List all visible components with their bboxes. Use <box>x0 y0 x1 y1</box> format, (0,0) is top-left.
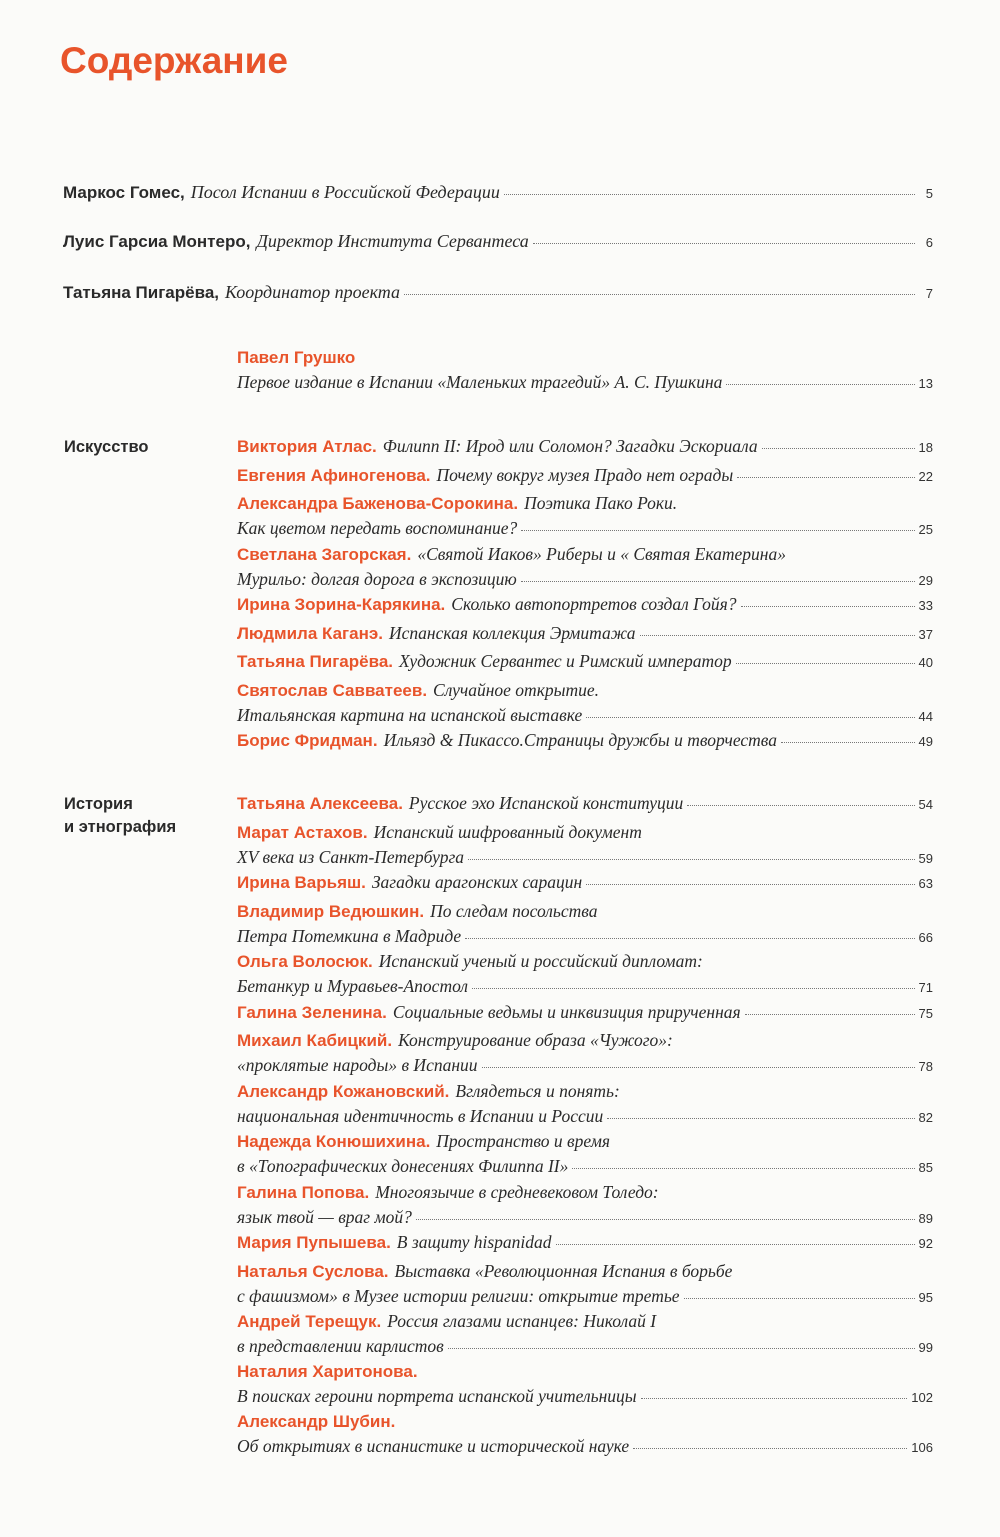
toc-entry[interactable] <box>237 1129 933 1180</box>
leader-dots <box>781 742 915 743</box>
entry-title-continued: язык твой — враг мой? <box>237 1206 412 1227</box>
intro-author: Маркос Гомес, <box>63 183 185 202</box>
entry-title: Испанский ученый и российский дипломат: <box>378 951 703 971</box>
leader-dots <box>586 717 914 718</box>
toc-entry[interactable] <box>237 1180 933 1231</box>
leader-dots <box>468 859 914 860</box>
page-number: 78 <box>918 1059 933 1074</box>
leader-dots <box>640 635 915 636</box>
entry-title-continued: национальная идентичность в Испании и России <box>237 1105 604 1126</box>
toc-entry[interactable] <box>237 592 933 618</box>
page-number: 71 <box>918 980 933 995</box>
leader-dots <box>633 1448 907 1449</box>
entry-title: Испанская коллекция Эрмитажа <box>388 622 636 643</box>
page-title: Содержание <box>60 40 288 81</box>
section-heading-history <box>64 793 176 839</box>
entry-author: Александр Кожановский. <box>237 1081 450 1101</box>
page-number: 95 <box>918 1289 933 1305</box>
entry-author: Святослав Савватеев. <box>237 680 428 700</box>
entry-title-continued: Об открытиях в испанистике и исторической науке <box>237 1436 630 1456</box>
entry-title: Россия глазами испанцев: Николай I <box>387 1311 657 1331</box>
leader-dots <box>737 477 914 478</box>
toc-entry[interactable] <box>237 1079 933 1130</box>
entry-title: Конструирование образа «Чужого»: <box>398 1030 673 1050</box>
entry-title: Сколько автопортретов создал Гойя? <box>451 594 737 614</box>
page-number: 54 <box>918 797 933 812</box>
leader-dots <box>684 1298 915 1299</box>
entry-author: Галина Попова. <box>237 1182 370 1202</box>
entry-author: Ирина Варьяш. <box>237 873 366 892</box>
page-number: 7 <box>925 286 933 301</box>
page-number: 6 <box>925 235 933 250</box>
entry-author: Галина Зеленина. <box>237 1002 387 1022</box>
leader-dots <box>465 938 914 939</box>
toc-entry[interactable] <box>237 1410 933 1460</box>
entry-title-continued: с фашизмом» в Музее истории религии: открытие третье <box>237 1285 680 1306</box>
leader-dots <box>472 988 915 989</box>
toc-entry[interactable] <box>237 728 933 754</box>
entry-author: Марат Астахов. <box>237 822 368 842</box>
entry-author: Павел Грушко <box>237 348 356 367</box>
entry-title-continued: Петра Потемкина в Мадриде <box>237 925 462 946</box>
page-number: 37 <box>918 626 933 642</box>
intro-role: Директор Института Сервантеса <box>256 231 529 251</box>
leader-dots <box>521 581 915 582</box>
entry-title: Случайное открытие. <box>433 679 600 700</box>
page-number: 13 <box>918 376 933 391</box>
toc-entry[interactable] <box>237 542 933 593</box>
entry-title: Социальные ведьмы и инквизиция прирученная <box>392 1001 741 1022</box>
leader-dots <box>572 1168 914 1169</box>
entry-author: Виктория Атлас. <box>237 437 377 456</box>
entry-title: Русское эхо Испанской конституции <box>408 793 684 813</box>
entry-author: Ольга Волосюк. <box>237 952 373 971</box>
entry-title-continued: «проклятые народы» в Испании <box>237 1055 478 1075</box>
leader-dots <box>736 663 915 664</box>
page-number: 75 <box>918 1005 933 1021</box>
page-number: 85 <box>918 1160 933 1175</box>
entry-author: Александр Шубин. <box>237 1412 396 1431</box>
entry-author: Михаил Кабицкий. <box>237 1031 393 1050</box>
toc-entry[interactable] <box>237 899 933 950</box>
entry-title-continued: в «Топографических донесениях Филиппа II» <box>237 1156 569 1176</box>
leader-dots <box>404 294 915 295</box>
entry-title: Поэтика Пако Роки. <box>524 493 678 513</box>
entry-title: Ильязд & Пикассо.Страницы дружбы и творчества <box>383 730 778 750</box>
toc-entry[interactable] <box>237 1000 933 1026</box>
entry-title: По следам посольства <box>430 900 598 921</box>
leader-dots <box>521 530 914 531</box>
entry-author: Татьяна Пигарёва. <box>237 652 394 671</box>
page-number: 63 <box>918 876 933 891</box>
entry-title: Испанский шифрованный документ <box>373 821 642 842</box>
entry-title-continued: в представлении карлистов <box>237 1336 444 1356</box>
leader-dots <box>745 1014 915 1015</box>
entry-title: Выставка «Революционная Испания в борьбе <box>394 1260 733 1281</box>
page-number: 29 <box>918 572 933 588</box>
entry-title: Почему вокруг музея Прадо нет ограды <box>436 464 734 485</box>
page-number: 40 <box>918 655 933 670</box>
entry-title-continued: Мурильо: долгая дорога в экспозицию <box>237 568 517 589</box>
toc-entry[interactable] <box>237 1259 933 1310</box>
leader-dots <box>416 1219 915 1220</box>
intro-role: Посол Испании в Российской Федерации <box>190 182 500 202</box>
entry-author: Мария Пупышева. <box>237 1233 391 1252</box>
page-number: 59 <box>918 850 933 866</box>
entry-title: Художник Сервантес и Римский император <box>399 651 732 671</box>
page-number: 102 <box>911 1389 933 1405</box>
leader-dots <box>762 448 915 449</box>
section-heading-line: и этнография <box>64 818 177 836</box>
entry-author: Наталья Суслова. <box>237 1261 389 1281</box>
page-number: 18 <box>918 440 933 455</box>
toc-entry[interactable] <box>237 621 933 647</box>
leader-dots <box>586 884 914 885</box>
entry-author: Светлана Загорская. <box>237 544 412 564</box>
toc-entry[interactable] <box>237 870 933 896</box>
entry-title: В защиту hispanidad <box>396 1232 552 1252</box>
entry-title-continued: Итальянская картина на испанской выставке <box>237 704 583 725</box>
page-number: 33 <box>918 598 933 613</box>
entry-title: Первое издание в Испании «Маленьких трагедий» А. С. Пушкина <box>237 372 723 392</box>
toc-intro-row[interactable] <box>63 282 933 303</box>
leader-dots <box>533 243 915 244</box>
entry-author: Надежда Конюшихина. <box>237 1132 431 1151</box>
entry-title-continued: В поисках героини портрета испанской учительницы <box>237 1385 637 1406</box>
entry-author: Андрей Терещук. <box>237 1312 382 1331</box>
section-heading-art: Искусство <box>64 438 149 456</box>
entry-title-continued: Как цветом передать воспоминание? <box>237 518 518 538</box>
page-number: 99 <box>918 1340 933 1355</box>
toc-entry[interactable] <box>237 346 933 396</box>
page-number: 44 <box>918 708 933 724</box>
entry-title: Многоязычие в средневековом Толедо: <box>375 1181 659 1202</box>
entry-author: Людмила Каганэ. <box>237 623 383 643</box>
toc-intro-row[interactable] <box>63 231 933 252</box>
page-number: 25 <box>918 522 933 537</box>
entry-author: Татьяна Алексеева. <box>237 794 403 813</box>
intro-role: Координатор проекта <box>225 282 400 302</box>
page-number: 106 <box>911 1440 933 1455</box>
page-number: 82 <box>918 1109 933 1125</box>
page-number: 92 <box>918 1236 933 1251</box>
entry-author: Владимир Ведюшкин. <box>237 901 425 921</box>
toc-entry[interactable] <box>237 1360 933 1410</box>
leader-dots <box>556 1244 915 1245</box>
page-number: 89 <box>918 1210 933 1226</box>
section-heading-line: История <box>64 795 133 813</box>
toc-entry[interactable] <box>237 949 933 1000</box>
toc-entry[interactable] <box>237 491 933 542</box>
entry-title: Филипп II: Ирод или Соломон? Загадки Эскориала <box>382 436 758 456</box>
leader-dots <box>741 606 915 607</box>
page-number: 66 <box>918 929 933 945</box>
toc-entry[interactable] <box>237 791 933 817</box>
toc-entry[interactable] <box>237 1309 933 1360</box>
entry-title: «Святой Иаков» Риберы и « Святая Екатерина» <box>417 543 786 564</box>
toc-entry[interactable] <box>237 463 933 489</box>
leader-dots <box>504 194 915 195</box>
entry-author: Ирина Зорина-Карякина. <box>237 595 446 614</box>
entry-author: Наталия Харитонова. <box>237 1361 418 1381</box>
entry-title-continued: XV века из Санкт-Петербурга <box>237 846 465 867</box>
leader-dots <box>641 1398 908 1399</box>
toc-entry[interactable] <box>237 820 933 871</box>
page-number: 22 <box>918 468 933 484</box>
entry-title: Вглядеться и понять: <box>455 1080 620 1101</box>
leader-dots <box>726 384 914 385</box>
page-number: 49 <box>918 734 933 749</box>
entry-title: Пространство и время <box>436 1131 611 1151</box>
toc-intro-row[interactable] <box>63 182 933 203</box>
toc-entry[interactable] <box>237 1230 933 1256</box>
entry-author: Александра Баженова-Сорокина. <box>237 494 519 513</box>
entry-title: Загадки арагонских сарацин <box>371 872 583 892</box>
leader-dots <box>448 1348 915 1349</box>
intro-author: Луис Гарсиа Монтеро, <box>63 232 251 251</box>
leader-dots <box>482 1067 915 1068</box>
page-number: 5 <box>925 186 933 201</box>
toc-entry[interactable] <box>237 434 933 460</box>
toc-entry[interactable] <box>237 678 933 729</box>
entry-author: Борис Фридман. <box>237 731 378 750</box>
leader-dots <box>687 805 914 806</box>
toc-entry[interactable] <box>237 1028 933 1079</box>
intro-author: Татьяна Пигарёва, <box>63 283 220 302</box>
toc-entry[interactable] <box>237 649 933 675</box>
entry-title-continued: Бетанкур и Муравьев-Апостол <box>237 976 469 996</box>
entry-author: Евгения Афиногенова. <box>237 465 431 485</box>
leader-dots <box>607 1118 914 1119</box>
